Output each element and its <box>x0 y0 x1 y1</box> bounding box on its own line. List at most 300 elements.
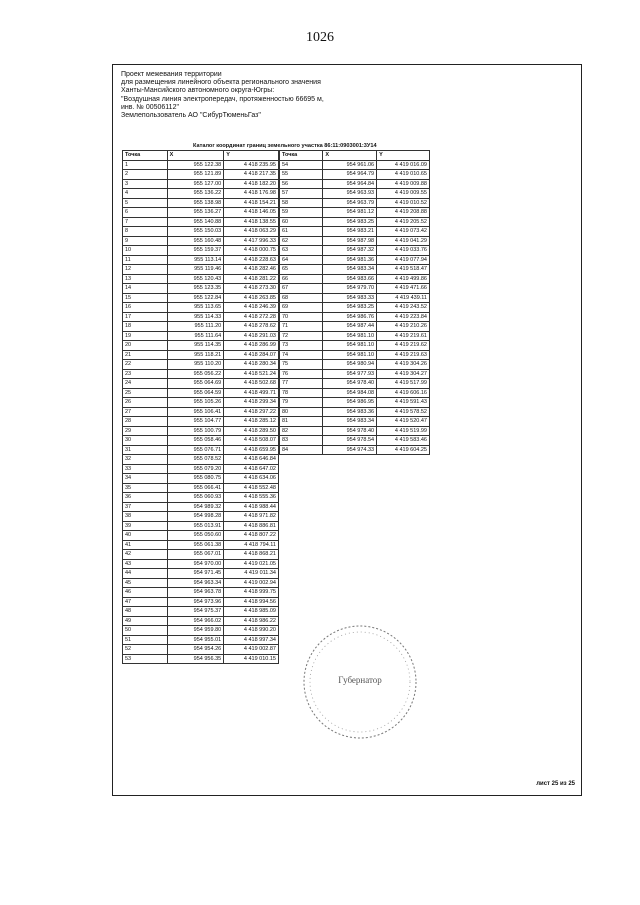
cell-y: 4 419 210.26 <box>377 322 430 332</box>
cell-point: 43 <box>123 559 168 569</box>
table-row <box>123 293 279 303</box>
table-row <box>280 303 430 313</box>
cell-x: 954 975.37 <box>167 607 224 617</box>
cell-point: 62 <box>280 236 323 246</box>
table-row <box>123 540 279 550</box>
cell-x: 955 064.59 <box>167 388 224 398</box>
table-row <box>280 379 430 389</box>
table-row <box>280 322 430 332</box>
cell-x: 954 981.12 <box>323 208 377 218</box>
table-row <box>123 312 279 322</box>
cell-point: 74 <box>280 350 323 360</box>
cell-point: 31 <box>123 445 168 455</box>
table-row <box>123 654 279 664</box>
table-row <box>280 398 430 408</box>
table-row <box>123 455 279 465</box>
cell-x: 954 983.25 <box>323 217 377 227</box>
cell-y: 4 419 219.61 <box>377 331 430 341</box>
cell-y: 4 418 868.21 <box>224 550 279 560</box>
table-row <box>123 341 279 351</box>
cell-y: 4 418 281.22 <box>224 274 279 284</box>
cell-x: 954 987.44 <box>323 322 377 332</box>
header-line: инв. № 00506112" <box>121 103 179 111</box>
cell-y: 4 418 646.84 <box>224 455 279 465</box>
cell-point: 70 <box>280 312 323 322</box>
table-row <box>123 426 279 436</box>
cell-point: 42 <box>123 550 168 560</box>
cell-y: 4 418 994.56 <box>224 597 279 607</box>
table-row <box>280 198 430 208</box>
table-row <box>123 483 279 493</box>
cell-point: 8 <box>123 227 168 237</box>
cell-y: 4 418 272.28 <box>224 312 279 322</box>
cell-x: 955 111.20 <box>167 322 224 332</box>
cell-x: 955 123.35 <box>167 284 224 294</box>
cell-y: 4 418 286.99 <box>224 341 279 351</box>
cell-y: 4 419 219.63 <box>377 350 430 360</box>
cell-y: 4 418 508.07 <box>224 436 279 446</box>
cell-x: 954 966.02 <box>167 616 224 626</box>
cell-point: 53 <box>123 654 168 664</box>
cell-y: 4 418 176.98 <box>224 189 279 199</box>
cell-point: 32 <box>123 455 168 465</box>
cell-x: 955 110.20 <box>167 360 224 370</box>
table-row <box>280 189 430 199</box>
table-row <box>123 369 279 379</box>
cell-point: 48 <box>123 607 168 617</box>
cell-x: 954 970.00 <box>167 559 224 569</box>
cell-point: 54 <box>280 160 323 170</box>
cell-x: 955 061.38 <box>167 540 224 550</box>
cell-point: 17 <box>123 312 168 322</box>
table-row <box>123 322 279 332</box>
cell-y: 4 419 033.76 <box>377 246 430 256</box>
table-row <box>280 236 430 246</box>
cell-x: 955 120.43 <box>167 274 224 284</box>
cell-x: 955 078.52 <box>167 455 224 465</box>
cell-point: 21 <box>123 350 168 360</box>
table-row <box>280 160 430 170</box>
cell-y: 4 418 297.22 <box>224 407 279 417</box>
column-header-x: X <box>323 151 377 161</box>
table-row <box>123 645 279 655</box>
cell-point: 27 <box>123 407 168 417</box>
cell-point: 3 <box>123 179 168 189</box>
cell-point: 57 <box>280 189 323 199</box>
cell-y: 4 418 299.34 <box>224 398 279 408</box>
cell-point: 2 <box>123 170 168 180</box>
cell-point: 26 <box>123 398 168 408</box>
cell-point: 83 <box>280 436 323 446</box>
cell-point: 45 <box>123 578 168 588</box>
cell-point: 11 <box>123 255 168 265</box>
coordinates-table-left <box>122 150 279 664</box>
cell-y: 4 418 282.46 <box>224 265 279 275</box>
cell-point: 10 <box>123 246 168 256</box>
cell-x: 955 138.98 <box>167 198 224 208</box>
cell-point: 81 <box>280 417 323 427</box>
cell-x: 954 983.33 <box>323 293 377 303</box>
cell-y: 4 418 246.39 <box>224 303 279 313</box>
seal-text: Губернатор <box>338 675 382 685</box>
cell-x: 954 981.10 <box>323 331 377 341</box>
table-row <box>123 493 279 503</box>
cell-y: 4 419 471.66 <box>377 284 430 294</box>
cell-y: 4 419 304.26 <box>377 360 430 370</box>
table-row <box>123 236 279 246</box>
table-row <box>123 635 279 645</box>
cell-x: 954 998.28 <box>167 512 224 522</box>
cell-y: 4 418 263.85 <box>224 293 279 303</box>
cell-point: 56 <box>280 179 323 189</box>
cell-point: 12 <box>123 265 168 275</box>
cell-y: 4 419 517.99 <box>377 379 430 389</box>
cell-x: 954 978.40 <box>323 379 377 389</box>
cell-y: 4 419 016.09 <box>377 160 430 170</box>
table-row <box>123 198 279 208</box>
document-frame <box>112 64 582 796</box>
cell-point: 77 <box>280 379 323 389</box>
cell-x: 955 050.60 <box>167 531 224 541</box>
cell-y: 4 418 146.05 <box>224 208 279 218</box>
table-row <box>280 331 430 341</box>
cell-x: 954 979.70 <box>323 284 377 294</box>
cell-point: 9 <box>123 236 168 246</box>
cell-point: 36 <box>123 493 168 503</box>
cell-y: 4 418 634.06 <box>224 474 279 484</box>
cell-point: 24 <box>123 379 168 389</box>
cell-y: 4 419 021.05 <box>224 559 279 569</box>
cell-point: 72 <box>280 331 323 341</box>
cell-y: 4 418 886.81 <box>224 521 279 531</box>
cell-point: 16 <box>123 303 168 313</box>
cell-x: 955 076.71 <box>167 445 224 455</box>
cell-x: 955 111.64 <box>167 331 224 341</box>
official-seal <box>301 623 419 741</box>
cell-y: 4 419 073.42 <box>377 227 430 237</box>
cell-x: 954 973.96 <box>167 597 224 607</box>
cell-x: 954 964.79 <box>323 170 377 180</box>
cell-point: 22 <box>123 360 168 370</box>
table-row <box>280 426 430 436</box>
table-row <box>123 436 279 446</box>
cell-x: 954 954.26 <box>167 645 224 655</box>
table-row <box>123 512 279 522</box>
table-row <box>280 255 430 265</box>
cell-x: 954 959.80 <box>167 626 224 636</box>
cell-y: 4 418 154.21 <box>224 198 279 208</box>
cell-x: 955 140.88 <box>167 217 224 227</box>
table-row <box>280 407 430 417</box>
cell-point: 75 <box>280 360 323 370</box>
cell-x: 954 983.21 <box>323 227 377 237</box>
cell-x: 954 971.45 <box>167 569 224 579</box>
cell-y: 4 418 502.68 <box>224 379 279 389</box>
cell-x: 954 978.54 <box>323 436 377 446</box>
cell-x: 954 987.98 <box>323 236 377 246</box>
cell-y: 4 418 217.35 <box>224 170 279 180</box>
table-row <box>123 246 279 256</box>
cell-y: 4 419 205.52 <box>377 217 430 227</box>
header-line: Землепользователь АО "СибурТюменьГаз" <box>121 112 261 120</box>
cell-y: 4 419 077.94 <box>377 255 430 265</box>
table-row <box>123 588 279 598</box>
cell-x: 954 989.32 <box>167 502 224 512</box>
cell-point: 7 <box>123 217 168 227</box>
cell-point: 76 <box>280 369 323 379</box>
cell-x: 955 066.41 <box>167 483 224 493</box>
cell-y: 4 419 009.88 <box>377 179 430 189</box>
cell-point: 52 <box>123 645 168 655</box>
cell-x: 954 981.10 <box>323 341 377 351</box>
cell-y: 4 419 010.65 <box>377 170 430 180</box>
cell-y: 4 419 578.52 <box>377 407 430 417</box>
table-row <box>123 179 279 189</box>
table-row <box>123 388 279 398</box>
cell-y: 4 418 807.22 <box>224 531 279 541</box>
cell-x: 955 150.03 <box>167 227 224 237</box>
document-header <box>121 71 421 120</box>
table-row <box>280 265 430 275</box>
cell-y: 4 418 985.09 <box>224 607 279 617</box>
cell-y: 4 418 794.11 <box>224 540 279 550</box>
cell-x: 955 136.27 <box>167 208 224 218</box>
cell-y: 4 419 002.94 <box>224 578 279 588</box>
column-header-point: Точка <box>123 151 168 161</box>
cell-point: 6 <box>123 208 168 218</box>
table-row <box>123 569 279 579</box>
cell-point: 35 <box>123 483 168 493</box>
cell-x: 955 106.41 <box>167 407 224 417</box>
cell-y: 4 418 063.29 <box>224 227 279 237</box>
cell-x: 955 105.26 <box>167 398 224 408</box>
cell-point: 55 <box>280 170 323 180</box>
table-row <box>123 170 279 180</box>
cell-y: 4 418 289.50 <box>224 426 279 436</box>
cell-y: 4 419 520.47 <box>377 417 430 427</box>
cell-x: 955 121.89 <box>167 170 224 180</box>
table-row <box>123 445 279 455</box>
table-row <box>123 350 279 360</box>
table-row <box>123 255 279 265</box>
cell-point: 82 <box>280 426 323 436</box>
cell-point: 63 <box>280 246 323 256</box>
cell-y: 4 418 291.03 <box>224 331 279 341</box>
table-row <box>280 170 430 180</box>
cell-x: 954 986.76 <box>323 312 377 322</box>
cell-y: 4 419 519.99 <box>377 426 430 436</box>
cell-point: 49 <box>123 616 168 626</box>
table-row <box>280 436 430 446</box>
cell-y: 4 418 555.36 <box>224 493 279 503</box>
cell-x: 954 955.01 <box>167 635 224 645</box>
cell-point: 80 <box>280 407 323 417</box>
cell-point: 58 <box>280 198 323 208</box>
cell-x: 955 058.46 <box>167 436 224 446</box>
cell-x: 955 056.22 <box>167 369 224 379</box>
cell-y: 4 418 235.95 <box>224 160 279 170</box>
cell-y: 4 417 996.33 <box>224 236 279 246</box>
cell-x: 955 159.37 <box>167 246 224 256</box>
table-row <box>280 284 430 294</box>
cell-x: 955 114.35 <box>167 341 224 351</box>
table-row <box>123 521 279 531</box>
table-row <box>280 217 430 227</box>
header-line: Проект межевания территории <box>121 71 222 78</box>
table-row <box>280 246 430 256</box>
table-row <box>123 331 279 341</box>
cell-x: 954 961.06 <box>323 160 377 170</box>
cell-x: 954 984.08 <box>323 388 377 398</box>
cell-point: 28 <box>123 417 168 427</box>
cell-point: 23 <box>123 369 168 379</box>
cell-x: 955 114.33 <box>167 312 224 322</box>
cell-x: 955 127.00 <box>167 179 224 189</box>
cell-point: 61 <box>280 227 323 237</box>
cell-x: 954 977.93 <box>323 369 377 379</box>
table-row <box>280 360 430 370</box>
cell-y: 4 419 304.27 <box>377 369 430 379</box>
cell-y: 4 419 223.84 <box>377 312 430 322</box>
table-row <box>280 369 430 379</box>
cell-y: 4 418 659.95 <box>224 445 279 455</box>
cell-x: 955 136.22 <box>167 189 224 199</box>
table-row <box>123 227 279 237</box>
cell-y: 4 419 011.34 <box>224 569 279 579</box>
cell-y: 4 419 041.29 <box>377 236 430 246</box>
cell-x: 954 983.34 <box>323 417 377 427</box>
cell-point: 37 <box>123 502 168 512</box>
cell-x: 955 104.77 <box>167 417 224 427</box>
cell-point: 14 <box>123 284 168 294</box>
cell-y: 4 419 219.62 <box>377 341 430 351</box>
table-row <box>123 160 279 170</box>
header-line: для размещения линейного объекта регионального значения <box>121 79 321 87</box>
cell-point: 84 <box>280 445 323 455</box>
table-row <box>123 626 279 636</box>
cell-x: 954 963.79 <box>323 198 377 208</box>
cell-x: 954 963.34 <box>167 578 224 588</box>
cell-x: 954 981.10 <box>323 350 377 360</box>
cell-y: 4 418 986.22 <box>224 616 279 626</box>
cell-x: 954 983.25 <box>323 303 377 313</box>
table-row <box>280 227 430 237</box>
cell-y: 4 418 990.20 <box>224 626 279 636</box>
cell-y: 4 418 499.71 <box>224 388 279 398</box>
table-row <box>123 597 279 607</box>
column-header-x: X <box>167 151 224 161</box>
cell-x: 955 118.21 <box>167 350 224 360</box>
table-row <box>280 417 430 427</box>
cell-point: 67 <box>280 284 323 294</box>
table-row <box>123 208 279 218</box>
table-row <box>280 312 430 322</box>
cell-point: 68 <box>280 293 323 303</box>
cell-x: 955 060.93 <box>167 493 224 503</box>
catalog-title: Каталог координат границ земельного участка 86:11:0903001:3У14 <box>193 143 377 149</box>
cell-x: 954 963.78 <box>167 588 224 598</box>
cell-x: 955 013.91 <box>167 521 224 531</box>
cell-point: 40 <box>123 531 168 541</box>
table-row <box>280 350 430 360</box>
cell-y: 4 418 552.48 <box>224 483 279 493</box>
cell-point: 59 <box>280 208 323 218</box>
column-header-y: Y <box>377 151 430 161</box>
header-line: "Воздушная линия электропередач, протяженностью 66695 м, <box>121 95 324 103</box>
cell-point: 69 <box>280 303 323 313</box>
table-row <box>123 531 279 541</box>
cell-y: 4 418 988.44 <box>224 502 279 512</box>
cell-point: 29 <box>123 426 168 436</box>
cell-y: 4 419 606.16 <box>377 388 430 398</box>
cell-point: 64 <box>280 255 323 265</box>
cell-y: 4 419 009.55 <box>377 189 430 199</box>
cell-point: 73 <box>280 341 323 351</box>
cell-y: 4 419 439.11 <box>377 293 430 303</box>
cell-point: 46 <box>123 588 168 598</box>
cell-x: 955 079.20 <box>167 464 224 474</box>
table-row <box>123 502 279 512</box>
cell-x: 955 080.75 <box>167 474 224 484</box>
header-line: Ханты-Мансийского автономного округа-Югры: <box>121 87 275 95</box>
cell-x: 955 100.79 <box>167 426 224 436</box>
table-row <box>123 379 279 389</box>
table-row <box>123 417 279 427</box>
cell-y: 4 418 228.63 <box>224 255 279 265</box>
cell-point: 38 <box>123 512 168 522</box>
cell-x: 955 122.38 <box>167 160 224 170</box>
cell-point: 39 <box>123 521 168 531</box>
cell-x: 955 119.46 <box>167 265 224 275</box>
cell-y: 4 418 997.34 <box>224 635 279 645</box>
cell-x: 954 978.40 <box>323 426 377 436</box>
cell-point: 65 <box>280 265 323 275</box>
cell-point: 79 <box>280 398 323 408</box>
cell-y: 4 419 518.47 <box>377 265 430 275</box>
table-row <box>123 616 279 626</box>
table-row <box>123 189 279 199</box>
cell-x: 955 113.65 <box>167 303 224 313</box>
table-row <box>123 578 279 588</box>
cell-y: 4 418 521.24 <box>224 369 279 379</box>
cell-y: 4 418 285.12 <box>224 417 279 427</box>
cell-y: 4 419 243.52 <box>377 303 430 313</box>
cell-x: 955 160.48 <box>167 236 224 246</box>
cell-point: 60 <box>280 217 323 227</box>
cell-point: 41 <box>123 540 168 550</box>
cell-x: 954 986.95 <box>323 398 377 408</box>
cell-x: 955 122.84 <box>167 293 224 303</box>
cell-y: 4 419 499.86 <box>377 274 430 284</box>
cell-x: 955 067.01 <box>167 550 224 560</box>
cell-x: 955 113.14 <box>167 255 224 265</box>
cell-x: 954 964.84 <box>323 179 377 189</box>
sheet-label: лист 25 из 25 <box>536 781 575 787</box>
table-row <box>123 607 279 617</box>
table-row <box>280 274 430 284</box>
table-header-row <box>123 151 279 161</box>
cell-point: 30 <box>123 436 168 446</box>
table-row <box>280 208 430 218</box>
cell-y: 4 418 278.62 <box>224 322 279 332</box>
table-header-row <box>280 151 430 161</box>
cell-y: 4 418 138.55 <box>224 217 279 227</box>
table-row <box>123 265 279 275</box>
table-row <box>280 388 430 398</box>
cell-y: 4 419 010.52 <box>377 198 430 208</box>
column-header-point: Точка <box>280 151 323 161</box>
table-row <box>123 284 279 294</box>
